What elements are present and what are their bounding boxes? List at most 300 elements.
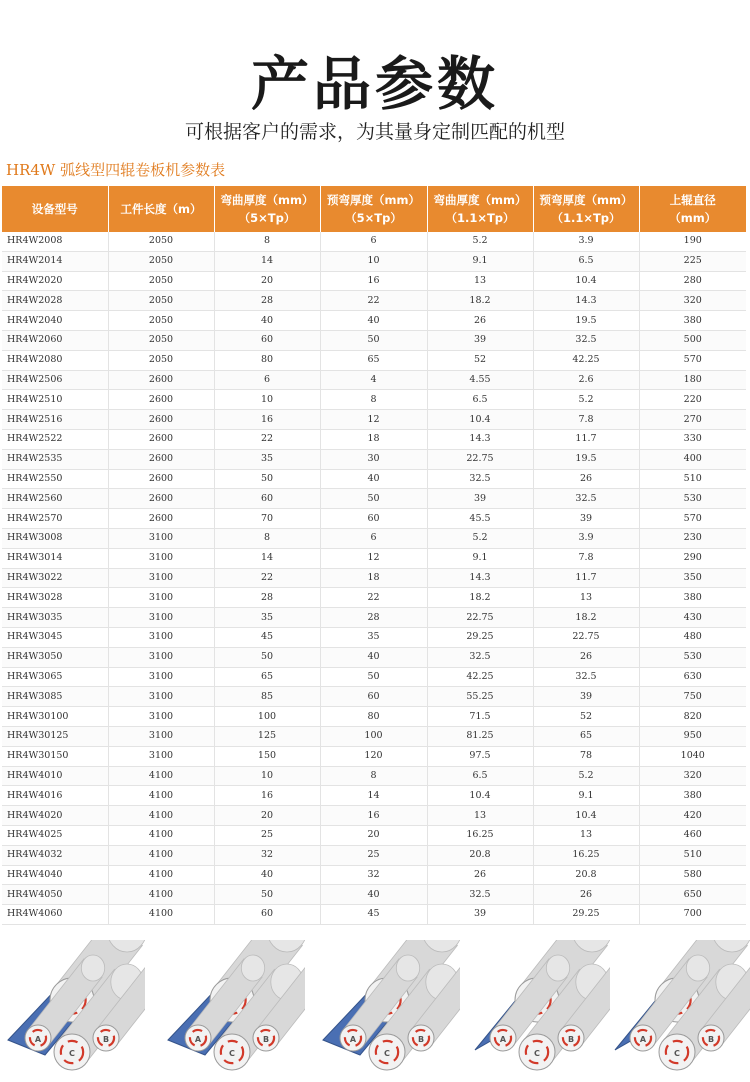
value-cell: 22	[320, 291, 427, 311]
value-cell: 10	[214, 766, 320, 786]
table-row	[2, 865, 746, 885]
column-header-line: （mm）	[669, 211, 717, 225]
value-cell: 4.55	[427, 370, 533, 390]
value-cell: 40	[320, 647, 427, 667]
roller-label: A	[194, 1035, 202, 1044]
value-cell: 78	[533, 746, 639, 766]
value-cell: 13	[533, 825, 639, 845]
value-cell: 45.5	[427, 509, 533, 529]
value-cell: 1040	[639, 746, 746, 766]
roller-label: B	[262, 1035, 270, 1044]
value-cell: 65	[214, 667, 320, 687]
value-cell: 29.25	[533, 905, 639, 925]
value-cell: 3100	[108, 746, 214, 766]
value-cell: 3.9	[533, 232, 639, 251]
value-cell: 9.1	[427, 548, 533, 568]
value-cell: 4100	[108, 885, 214, 905]
roller-label: C	[229, 1048, 235, 1058]
value-cell: 55.25	[427, 687, 533, 707]
value-cell: 16	[214, 410, 320, 430]
table-row	[2, 588, 746, 608]
roller-label: B	[417, 1035, 425, 1044]
column-header-line: 预弯厚度（mm）	[327, 193, 420, 207]
value-cell: 4100	[108, 905, 214, 925]
table-row	[2, 469, 746, 489]
value-cell: 26	[533, 647, 639, 667]
value-cell: 14	[320, 786, 427, 806]
value-cell: 60	[214, 905, 320, 925]
value-cell: 6.5	[427, 390, 533, 410]
value-cell: 20.8	[427, 845, 533, 865]
value-cell: 2050	[108, 311, 214, 331]
value-cell: 50	[320, 667, 427, 687]
value-cell: 3100	[108, 548, 214, 568]
value-cell: 40	[320, 311, 427, 331]
roller-label: C	[534, 1048, 540, 1058]
value-cell: 3100	[108, 608, 214, 628]
value-cell: 2600	[108, 489, 214, 509]
value-cell: 750	[639, 687, 746, 707]
column-header-line: 设备型号	[31, 202, 78, 216]
value-cell: 35	[320, 627, 427, 647]
value-cell: 380	[639, 588, 746, 608]
column-header	[320, 186, 427, 232]
value-cell: 580	[639, 865, 746, 885]
table-row	[2, 232, 746, 251]
value-cell: 500	[639, 330, 746, 350]
value-cell: 20.8	[533, 865, 639, 885]
roller-illustrations	[0, 940, 750, 1075]
value-cell: 12	[320, 548, 427, 568]
model-cell: HR4W2040	[2, 311, 108, 331]
value-cell: 16	[320, 271, 427, 291]
model-cell: HR4W2014	[2, 251, 108, 271]
value-cell: 6	[214, 370, 320, 390]
page-title: 产品参数	[250, 50, 499, 118]
value-cell: 330	[639, 429, 746, 449]
value-cell: 32	[214, 845, 320, 865]
value-cell: 22	[214, 568, 320, 588]
value-cell: 570	[639, 350, 746, 370]
value-cell: 32.5	[533, 330, 639, 350]
value-cell: 225	[639, 251, 746, 271]
model-cell: HR4W4050	[2, 885, 108, 905]
value-cell: 65	[533, 726, 639, 746]
value-cell: 530	[639, 647, 746, 667]
value-cell: 2050	[108, 291, 214, 311]
value-cell: 8	[320, 766, 427, 786]
value-cell: 16	[214, 786, 320, 806]
value-cell: 3100	[108, 647, 214, 667]
value-cell: 13	[427, 271, 533, 291]
table-row	[2, 528, 746, 548]
value-cell: 19.5	[533, 311, 639, 331]
value-cell: 280	[639, 271, 746, 291]
value-cell: 22.75	[427, 449, 533, 469]
value-cell: 16.25	[427, 825, 533, 845]
value-cell: 4100	[108, 766, 214, 786]
value-cell: 6.5	[427, 766, 533, 786]
table-row	[2, 568, 746, 588]
value-cell: 320	[639, 766, 746, 786]
model-cell: HR4W2080	[2, 350, 108, 370]
table-row	[2, 548, 746, 568]
value-cell: 10	[320, 251, 427, 271]
value-cell: 6.5	[533, 251, 639, 271]
value-cell: 2600	[108, 390, 214, 410]
value-cell: 26	[427, 865, 533, 885]
value-cell: 5.2	[427, 528, 533, 548]
column-header-line: 工件长度（m）	[120, 202, 202, 216]
value-cell: 14.3	[427, 568, 533, 588]
model-cell: HR4W2008	[2, 232, 108, 251]
value-cell: 3100	[108, 528, 214, 548]
value-cell: 220	[639, 390, 746, 410]
value-cell: 4100	[108, 825, 214, 845]
value-cell: 32.5	[427, 885, 533, 905]
roller-label: B	[707, 1035, 715, 1044]
value-cell: 20	[214, 271, 320, 291]
value-cell: 100	[320, 726, 427, 746]
roller-illustration	[605, 940, 750, 1075]
value-cell: 22.75	[427, 608, 533, 628]
value-cell: 80	[214, 350, 320, 370]
model-cell: HR4W2550	[2, 469, 108, 489]
value-cell: 97.5	[427, 746, 533, 766]
column-header-line: 预弯厚度（mm）	[539, 193, 633, 207]
value-cell: 26	[427, 311, 533, 331]
value-cell: 6	[320, 232, 427, 251]
value-cell: 32	[320, 865, 427, 885]
value-cell: 22	[320, 588, 427, 608]
roller-illustration	[315, 940, 460, 1075]
roller-label: A	[34, 1035, 42, 1044]
model-cell: HR4W4060	[2, 905, 108, 925]
value-cell: 8	[214, 528, 320, 548]
value-cell: 3.9	[533, 528, 639, 548]
value-cell: 2600	[108, 429, 214, 449]
value-cell: 25	[214, 825, 320, 845]
value-cell: 120	[320, 746, 427, 766]
value-cell: 81.25	[427, 726, 533, 746]
value-cell: 20	[320, 825, 427, 845]
value-cell: 510	[639, 469, 746, 489]
value-cell: 190	[639, 232, 746, 251]
value-cell: 35	[214, 449, 320, 469]
value-cell: 3100	[108, 726, 214, 746]
value-cell: 40	[320, 885, 427, 905]
table-row	[2, 291, 746, 311]
table-row	[2, 429, 746, 449]
table-body	[2, 232, 746, 924]
value-cell: 3100	[108, 568, 214, 588]
value-cell: 26	[533, 469, 639, 489]
value-cell: 32.5	[533, 667, 639, 687]
value-cell: 4100	[108, 786, 214, 806]
value-cell: 630	[639, 667, 746, 687]
value-cell: 32.5	[427, 469, 533, 489]
table-row	[2, 390, 746, 410]
value-cell: 60	[320, 687, 427, 707]
value-cell: 39	[533, 687, 639, 707]
value-cell: 380	[639, 786, 746, 806]
value-cell: 420	[639, 806, 746, 826]
value-cell: 480	[639, 627, 746, 647]
value-cell: 32.5	[533, 489, 639, 509]
value-cell: 2600	[108, 449, 214, 469]
value-cell: 4100	[108, 845, 214, 865]
model-cell: HR4W3065	[2, 667, 108, 687]
value-cell: 100	[214, 707, 320, 727]
value-cell: 14.3	[427, 429, 533, 449]
value-cell: 2050	[108, 232, 214, 251]
value-cell: 14	[214, 548, 320, 568]
roller-label: C	[384, 1048, 390, 1058]
model-cell: HR4W3085	[2, 687, 108, 707]
value-cell: 950	[639, 726, 746, 746]
model-cell: HR4W4040	[2, 865, 108, 885]
value-cell: 28	[214, 291, 320, 311]
value-cell: 70	[214, 509, 320, 529]
value-cell: 2600	[108, 469, 214, 489]
value-cell: 39	[533, 509, 639, 529]
value-cell: 13	[533, 588, 639, 608]
column-header-line: （1.1×Tp）	[445, 211, 515, 225]
value-cell: 11.7	[533, 568, 639, 588]
value-cell: 3100	[108, 627, 214, 647]
model-cell: HR4W2060	[2, 330, 108, 350]
column-header	[2, 186, 108, 232]
value-cell: 42.25	[427, 667, 533, 687]
value-cell: 4	[320, 370, 427, 390]
table-row	[2, 449, 746, 469]
value-cell: 12	[320, 410, 427, 430]
value-cell: 30	[320, 449, 427, 469]
roller-label: A	[499, 1035, 507, 1044]
value-cell: 29.25	[427, 627, 533, 647]
value-cell: 8	[214, 232, 320, 251]
column-header-line: （5×Tp）	[345, 211, 402, 225]
value-cell: 4100	[108, 806, 214, 826]
roller-label: B	[102, 1035, 110, 1044]
value-cell: 45	[320, 905, 427, 925]
roller-label: A	[349, 1035, 357, 1044]
value-cell: 10	[214, 390, 320, 410]
value-cell: 5.2	[533, 766, 639, 786]
model-cell: HR4W2028	[2, 291, 108, 311]
value-cell: 650	[639, 885, 746, 905]
column-header	[427, 186, 533, 232]
value-cell: 65	[320, 350, 427, 370]
roller-label: B	[567, 1035, 575, 1044]
value-cell: 14	[214, 251, 320, 271]
table-caption: HR4W 弧线型四辊卷板机参数表	[6, 161, 226, 179]
column-header-line: 弯曲厚度（mm）	[433, 193, 527, 207]
model-cell: HR4W3028	[2, 588, 108, 608]
value-cell: 28	[214, 588, 320, 608]
value-cell: 10.4	[533, 271, 639, 291]
value-cell: 9.1	[427, 251, 533, 271]
value-cell: 40	[320, 469, 427, 489]
value-cell: 10.4	[427, 410, 533, 430]
value-cell: 290	[639, 548, 746, 568]
value-cell: 820	[639, 707, 746, 727]
table-row	[2, 489, 746, 509]
value-cell: 40	[214, 311, 320, 331]
value-cell: 35	[214, 608, 320, 628]
value-cell: 2050	[108, 271, 214, 291]
model-cell: HR4W4032	[2, 845, 108, 865]
model-cell: HR4W2510	[2, 390, 108, 410]
model-cell: HR4W2560	[2, 489, 108, 509]
model-cell: HR4W4010	[2, 766, 108, 786]
value-cell: 5.2	[427, 232, 533, 251]
value-cell: 400	[639, 449, 746, 469]
value-cell: 10.4	[427, 786, 533, 806]
value-cell: 4100	[108, 865, 214, 885]
value-cell: 2050	[108, 330, 214, 350]
value-cell: 22	[214, 429, 320, 449]
value-cell: 5.2	[533, 390, 639, 410]
column-header-line: （1.1×Tp）	[551, 211, 621, 225]
model-cell: HR4W30150	[2, 746, 108, 766]
column-header-line: 弯曲厚度（mm）	[220, 193, 314, 207]
model-cell: HR4W30125	[2, 726, 108, 746]
value-cell: 60	[320, 509, 427, 529]
column-header	[108, 186, 214, 232]
value-cell: 2050	[108, 251, 214, 271]
value-cell: 10.4	[533, 806, 639, 826]
column-header	[639, 186, 746, 232]
model-cell: HR4W3035	[2, 608, 108, 628]
value-cell: 320	[639, 291, 746, 311]
value-cell: 18	[320, 429, 427, 449]
roller-label: C	[69, 1048, 75, 1058]
value-cell: 150	[214, 746, 320, 766]
page-subtitle: 可根据客户的需求，为其量身定制匹配的机型	[184, 121, 565, 143]
value-cell: 39	[427, 905, 533, 925]
value-cell: 460	[639, 825, 746, 845]
table-row	[2, 726, 746, 746]
table-row	[2, 825, 746, 845]
parameters-table	[2, 186, 746, 925]
value-cell: 125	[214, 726, 320, 746]
table-row	[2, 707, 746, 727]
value-cell: 71.5	[427, 707, 533, 727]
column-header-line: 上辊直径	[669, 193, 716, 207]
model-cell: HR4W3022	[2, 568, 108, 588]
value-cell: 6	[320, 528, 427, 548]
roller-illustration	[160, 940, 305, 1075]
value-cell: 11.7	[533, 429, 639, 449]
value-cell: 510	[639, 845, 746, 865]
model-cell: HR4W2570	[2, 509, 108, 529]
model-cell: HR4W2516	[2, 410, 108, 430]
roller-label: A	[639, 1035, 647, 1044]
table-row	[2, 766, 746, 786]
table-row	[2, 647, 746, 667]
column-header	[533, 186, 639, 232]
value-cell: 3100	[108, 687, 214, 707]
value-cell: 700	[639, 905, 746, 925]
model-cell: HR4W3014	[2, 548, 108, 568]
value-cell: 7.8	[533, 410, 639, 430]
value-cell: 60	[214, 330, 320, 350]
table-row	[2, 311, 746, 331]
value-cell: 50	[214, 469, 320, 489]
value-cell: 50	[214, 647, 320, 667]
value-cell: 20	[214, 806, 320, 826]
table-row	[2, 370, 746, 390]
value-cell: 570	[639, 509, 746, 529]
table-row	[2, 608, 746, 628]
value-cell: 52	[427, 350, 533, 370]
table-row	[2, 885, 746, 905]
value-cell: 19.5	[533, 449, 639, 469]
value-cell: 52	[533, 707, 639, 727]
roller-illustration	[0, 940, 145, 1075]
value-cell: 60	[214, 489, 320, 509]
column-header-line: （5×Tp）	[238, 211, 296, 225]
table-row	[2, 667, 746, 687]
table-row	[2, 350, 746, 370]
value-cell: 45	[214, 627, 320, 647]
value-cell: 2600	[108, 509, 214, 529]
value-cell: 8	[320, 390, 427, 410]
value-cell: 13	[427, 806, 533, 826]
column-header	[214, 186, 320, 232]
value-cell: 3100	[108, 667, 214, 687]
table-row	[2, 786, 746, 806]
table-row	[2, 687, 746, 707]
value-cell: 380	[639, 311, 746, 331]
value-cell: 350	[639, 568, 746, 588]
roller-illustration	[465, 940, 610, 1075]
value-cell: 16.25	[533, 845, 639, 865]
table-row	[2, 806, 746, 826]
value-cell: 270	[639, 410, 746, 430]
model-cell: HR4W2522	[2, 429, 108, 449]
value-cell: 25	[320, 845, 427, 865]
table-row	[2, 330, 746, 350]
table-row	[2, 251, 746, 271]
value-cell: 16	[320, 806, 427, 826]
value-cell: 18.2	[427, 588, 533, 608]
table-row	[2, 509, 746, 529]
value-cell: 80	[320, 707, 427, 727]
value-cell: 50	[214, 885, 320, 905]
value-cell: 39	[427, 330, 533, 350]
value-cell: 3100	[108, 707, 214, 727]
value-cell: 9.1	[533, 786, 639, 806]
table-row	[2, 410, 746, 430]
value-cell: 42.25	[533, 350, 639, 370]
value-cell: 40	[214, 865, 320, 885]
model-cell: HR4W2506	[2, 370, 108, 390]
value-cell: 2600	[108, 370, 214, 390]
table-row	[2, 845, 746, 865]
model-cell: HR4W3008	[2, 528, 108, 548]
value-cell: 18.2	[533, 608, 639, 628]
value-cell: 18.2	[427, 291, 533, 311]
model-cell: HR4W3045	[2, 627, 108, 647]
value-cell: 50	[320, 330, 427, 350]
table-row	[2, 905, 746, 925]
table-row	[2, 271, 746, 291]
model-cell: HR4W4020	[2, 806, 108, 826]
value-cell: 7.8	[533, 548, 639, 568]
value-cell: 26	[533, 885, 639, 905]
